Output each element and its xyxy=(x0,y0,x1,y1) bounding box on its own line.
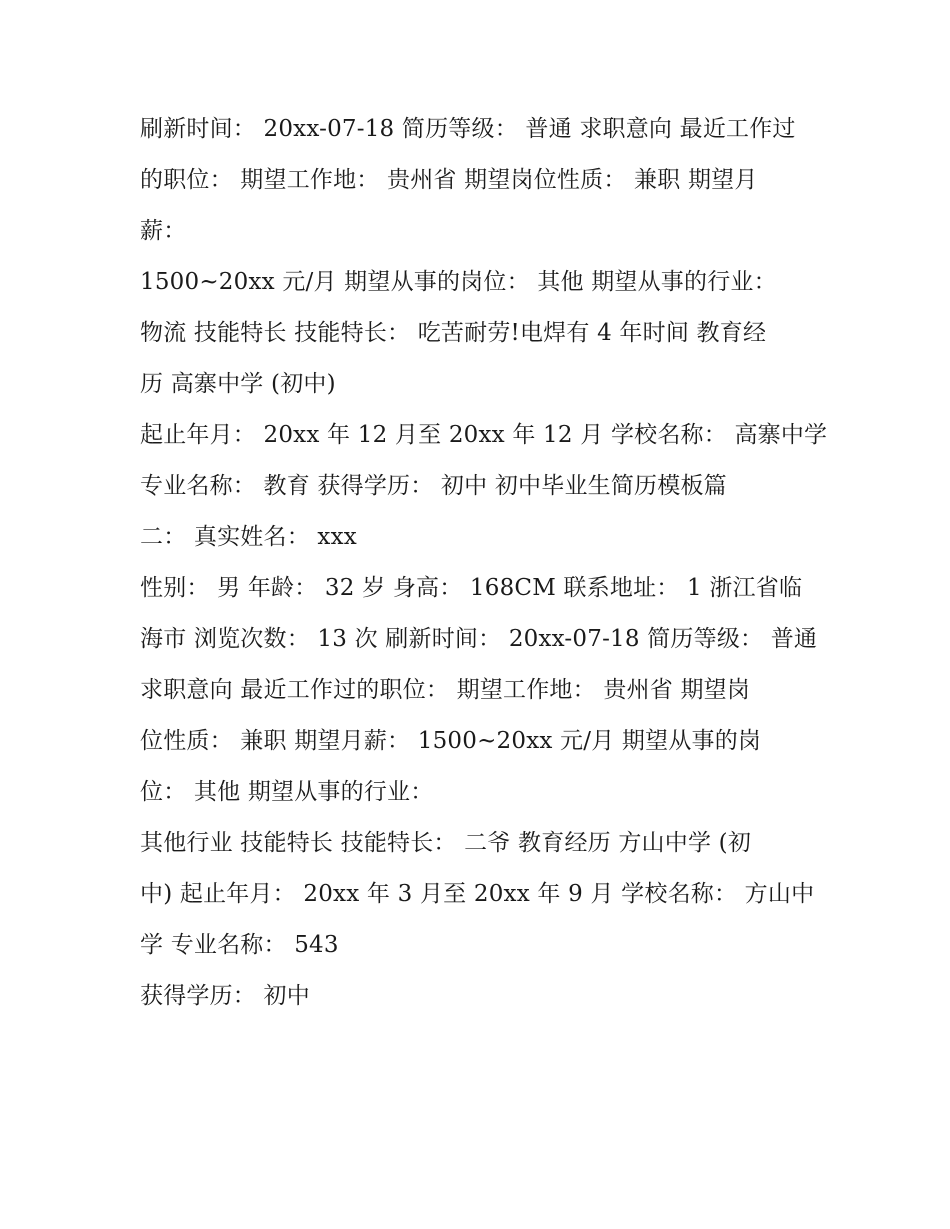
text-line-18: 获得学历： 初中 xyxy=(140,983,310,1009)
text-line-7: 起止年月： 20xx 年 12 月至 20xx 年 12 月 学校名称： 高寨中学 xyxy=(140,422,828,448)
text-line-15: 其他行业 技能特长 技能特长： 二爷 教育经历 方山中学 (初 xyxy=(140,830,752,856)
text-line-14: 位： 其他 期望从事的行业： xyxy=(140,779,434,805)
text-line-11: 海市 浏览次数： 13 次 刷新时间： 20xx-07-18 简历等级： 普通 xyxy=(140,626,818,652)
text-line-1: 刷新时间： 20xx-07-18 简历等级： 普通 求职意向 最近工作过 xyxy=(140,116,796,142)
text-line-6: 历 高寨中学 (初中) xyxy=(140,371,336,397)
text-line-8: 专业名称： 教育 获得学历： 初中 初中毕业生简历模板篇 xyxy=(140,473,727,499)
text-line-16: 中) 起止年月： 20xx 年 3 月至 20xx 年 9 月 学校名称： 方山中 xyxy=(140,881,815,907)
text-line-3: 薪： xyxy=(140,218,187,244)
text-line-2: 的职位： 期望工作地： 贵州省 期望岗位性质： 兼职 期望月 xyxy=(140,167,758,193)
text-line-10: 性别： 男 年龄： 32 岁 身高： 168CM 联系地址： 1 浙江省临 xyxy=(140,575,803,601)
text-line-5: 物流 技能特长 技能特长： 吃苦耐劳!电焊有 4 年时间 教育经 xyxy=(140,320,767,346)
text-line-17: 学 专业名称： 543 xyxy=(140,932,339,958)
text-line-13: 位性质： 兼职 期望月薪： 1500~20xx 元/月 期望从事的岗 xyxy=(140,728,762,754)
document-text xyxy=(140,107,830,1025)
text-line-12: 求职意向 最近工作过的职位： 期望工作地： 贵州省 期望岗 xyxy=(140,677,751,703)
text-line-9: 二： 真实姓名： xxx xyxy=(140,524,357,550)
text-line-4: 1500~20xx 元/月 期望从事的岗位： 其他 期望从事的行业： xyxy=(140,269,777,295)
